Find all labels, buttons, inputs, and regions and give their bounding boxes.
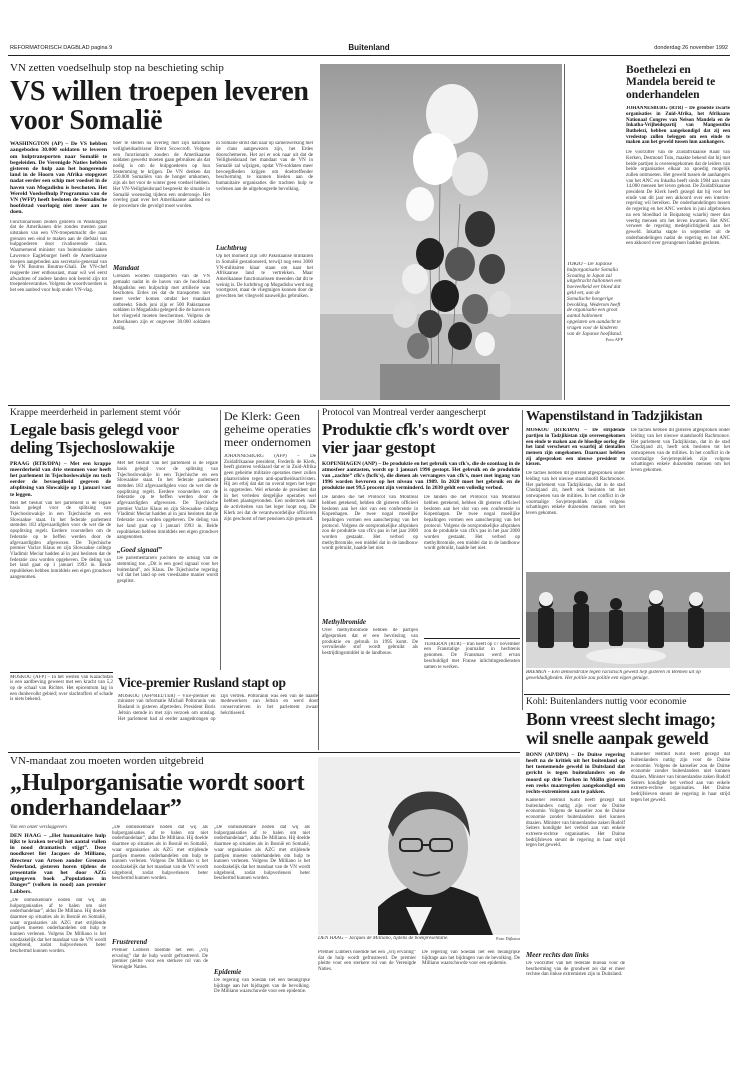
hulp-intro: DEN HAAG – „Het humanitaire hulp lijkt te kraken terwijl het aantal vullen in nood dramatisch stijgt”. Deze noodkreet liet Jacques de Milliano, directeur van Artsen zonder Grenzen Nederland, gisteren horen tijdens de presentatie van het door AZG uitgegeven boek „Populations in Danger” (volken in nood) aan premier Lubbers. xyxy=(10,832,106,895)
wapenstilstand-body-cont: De facties hebben dit gisteren afgesproken onder leiding van het nieuwe staatshoofd Rachmonov. Het parlement van Tadzjikistan, dat in de stad Chodzjand zit, heeft ook besloten tot het ontwapenen van de milities. In het conflict in de voormalige Sovjetrepubliek zijn volgens schattingen enkele duizenden mensen om het leven gekomen. xyxy=(631,428,730,474)
hulp-body-cont: „De onmiskenbare noden dat wij als hulporganisaties af te halen om niet onderhandelaar”, aldus De Milliano. Hij doelde daarmee op situaties als in Bosnië en Somalië, waar organisaties als AZG met strijdende partijen moeten onderhandelen om hulp te kunnen verlenen. Volgens De Milliano is het noodzakelijk dat het mandaat van de VN wordt uitgebreid, zodat hulpverleners beter beschermd kunnen worden. xyxy=(112,825,208,882)
krappe-body-2: De parlementariërs juichten de uitslag van de stemming toe. „Dit is een goed signaal voor het buitenland”, zei Klaus. De Tsjechische regering wil dat het land op een vreedzame manier wordt gesplitst. xyxy=(117,556,218,584)
masthead-paper: REFORMATORISCH DAGBLAD pagina 9 xyxy=(10,45,113,51)
milliano-caption-row xyxy=(318,936,520,942)
hulp-body-3: De regering van Soedan liet een belangrijke bijdrage aan het bijdragen van de bevolking. De Milliano waarschuwde voor een epidemie. xyxy=(214,978,310,995)
protocol-article xyxy=(322,408,520,748)
boethelezi-article xyxy=(626,64,730,400)
brief-rule xyxy=(10,672,113,673)
kohl-subhead: Meer rechts dan links xyxy=(526,950,589,959)
section-rule xyxy=(524,694,730,695)
kohl-headline: Bonn vreest slecht imago; wil snelle aanpak geweld xyxy=(526,709,716,748)
vice-article xyxy=(118,676,318,746)
balloon-caption: TOKIO – De Japanse hulporganisatie Somalia Scouting in Japan zal uitgebracht ballonnen een hoeveelheid eer bloed dat geld eet, aan de Somalische hongerige bevolking. Wederom heeft de organisatie een groot aantal ballonnen opgelaten om aandacht te vragen voor de kinderen van de Japanse hoofdstad. xyxy=(567,262,623,337)
hulp-continuation xyxy=(318,950,520,1060)
masthead xyxy=(8,40,730,56)
krappe-body: Met het besluit van het parlement is de legale basis gelegd voor de splitsing van Tsjechoslowakije in een Tsjechische en een Slowaakse staat. In het federale parlement stemden 183 afgevaardigden voor de wet die de opsplitsing regelt. Eerdere voorstellen om de federatie op te heffen werden door de afgevaardigden afgewezen. De Tsjechische premier Vaclav Klaus en zijn Slowaakse collega Vladimir Meciar hadden al in juni besloten dat de federatie zou worden opgeheven. De deling van het land gaat op 1 januari 1993 in. Beide republieken hebben inmiddels een eigen grondwet aangenomen. xyxy=(10,500,111,580)
bremen-photo-image xyxy=(526,572,730,668)
hulp-subhead-2: Epidemie xyxy=(214,968,242,977)
lead-body-3: Grenzen worden transporten van de VN gemaakt nadat in de haven van de hoofdstad Mogadishu een hulpschip met artillerie was beschoten. Erdes zei dat de transporten niet meer verder komen omdat het mandaat ontbreekt. Sinds juni zijn er 500 Pakistaanse soldaten in Mogadishu gelegerd die de haven en het vliegveld moeten beschermen. Volgens de Amerikanen zijn er ongeveer 30.000 soldaten nodig. xyxy=(113,274,210,331)
protocol-body: De landen die het Protocol van Montreal hebben getekend, hebben dit gisteren officieel besloten aan het slot van een conferentie in Kopenhagen. De twee nogal moeilijke bepalingen vormen een aanscherping van het protocol. Volgens de oorspronkelijke afspraken zou de produktie van cfk's pas in het jaar 2000 worden gestaakt. Het verbod op methylbromide, een middel dat in de landbouw wordt gebruikt, haalde het niet. xyxy=(322,495,418,552)
boethelezi-intro: JOHANNESBURG (RTR) – De grootste zwarte organisaties in Zuid-Afrika, het Afrikaans Nationaal Congres van Nelson Mandela en de Inkatha-Vrijheidspartij van Mangosuthu Buthelezi, hebben aangekondigd dat zij een vredestop zullen beleggen om een einde te maken aan het geweld tussen hun aanhangers. xyxy=(626,106,730,146)
section-rule xyxy=(8,752,520,753)
balloon-credit: Foto AFP xyxy=(605,337,623,343)
hulp-body: „De onmiskenbare noden dat wij als hulporganisaties af te halen om niet onderhandelaar”, aldus De Milliano. Hij doelde daarmee op situaties als in Bosnië en Somalië, waar organisaties als AZG met strijdende partijen moeten onderhandelen om hulp te kunnen verlenen. Volgens De Milliano is het noodzakelijk dat het mandaat van de VN wordt uitgebreid, zodat hulpverleners beter beschermd kunnen worden. xyxy=(10,897,106,955)
bremen-photo xyxy=(526,572,730,668)
kohl-body-2: De voorzitter van het federale bureau voor de bescherming van de grondwet zei dat er meer rechtse dan linkse extremisten zijn in Duitsland. xyxy=(526,960,625,978)
balloon-caption-block xyxy=(567,262,623,400)
lead-body-5: Op het moment zijn 500 Pakistaanse militairen in Somalië gestationeerd, terwijl nog eens 3000 VN-militairen klaar staan om naar het Afrikaanse land te vertrekken. Maar Amerikaanse functionarissen meenden dat dit te weinig is. De luchtbrug op Mogadishu werd nog voortgezet, maar de vliegtuigen kunnen door de gevechten het vliegveld nauwelijks gebruiken. xyxy=(216,254,313,300)
vice-body: MOSKOU (AFP/REUTER) – Vice-premier en minister van informatie Michail Poltoranin van Rusland is gisteren afgetreden. President Boris Jeltsin stemde in met zijn verzoek om ontslag. Het parlement had al eerder aangedrongen op zijn vertrek. Poltoranin was een van de naaste medewerkers van Jeltsin en werd door conservatieven in het parlement zwaar bekritiseerd. xyxy=(118,693,318,722)
hulp-byline: Van een onzer verslaggevers xyxy=(10,825,68,831)
kohl-article xyxy=(526,697,730,1062)
lead-subhead-mandaat: Mandaat xyxy=(113,264,140,273)
lead-body-4: in Somalië strikt dan naar op samenwerking met de clans aangewezen zijn, het Erdes doorschemeren. Het zei er ook naar uit dat de Veiligheidsraad het mandaat van de VN in Somalië zal wijzigen, opdat VN-soldaten meer bevoegdheden krijgen om doeltreffender bescherming te kunnen bieden aan de humanitaire organisaties die trachten hulp te verlenen aan de uitgehongerde bevolking. xyxy=(216,141,313,192)
boethelezi-body: De voorzitter van de Zuidafrikaanse Raad van Kerken, Desmond Tutu, maakte bekend dat hij met beide partijen is overeengekomen dat de leiders van beide organisaties elkaar zo spoedig mogelijk zullen ontmoeten. Het geweld tussen de aanhangers van het ANC en Inkatha heeft sinds 1984 aan ruim 14.000 mensen het leven gekost. De Zuidafrikaanse president De Klerk heeft gezegd dat hij voor het einde van dit jaar een akkoord over een interim-regering wil bereiken. De onderhandelingen tussen de regering en het ANC werden in juni afgebroken na een bloedbad in Boipatong waarbij meer dan veertig mensen om het leven kwamen. Het ANC verweet de regering medeplichtigheid aan het geweld. Inkatha stapte in september uit de onderhandelingen nadat de regering en het ANC een akkoord over gevangenen hadden gesloten. xyxy=(626,150,730,247)
lead-intro: WASHINGTON (AP) – De VS hebben aangeboden 30.000 soldaten te leveren om hulptransporten naar Somalië te begeleiden. De Verenigde Naties hebben gisteren de hulp aan het hongerende land in de Hoorn van Afrika stopgezet nadat eerder een schip met voedsel in de haven van Mogadishu is beschoten. Het Wereld Voedselhulp Programma van de VN (WFP) heeft besloten de Somalische hoofdstad voorlopig niet meer aan te doen. xyxy=(10,141,107,216)
column-divider xyxy=(564,64,565,400)
krappe-headline: Legale basis gelegd voor deling Tsjechoslowakije xyxy=(10,420,179,457)
hulp-body-cont-3: Premier Lubbers noemde het een „vrij ervaring” dat de hulp wordt gefrustreerd. De premier pleitte voor een sterkere rol van de Verenigde Naties. xyxy=(318,950,416,973)
krappe-subhead: „Goed signaal” xyxy=(117,546,162,555)
deklerk-article xyxy=(224,410,316,672)
milliano-photo-image xyxy=(318,757,520,935)
krappe-body-cont: Met het besluit van het parlement is de legale basis gelegd voor de splitsing van Tsjechoslowakije in een Tsjechische en een Slowaakse staat. In het federale parlement stemden 183 afgevaardigden voor de wet die de opsplitsing regelt. Eerdere voorstellen om de federatie op te heffen werden door de afgevaardigden afgewezen. De Tsjechische premier Vaclav Klaus en zijn Slowaakse collega Vladimir Meciar hadden al in juni besloten dat de federatie zou worden opgeheven. De deling van het land gaat op 1 januari 1993 in. Beide republieken hebben inmiddels een eigen grondwet aangenomen. xyxy=(117,461,218,541)
wapenstilstand-body: De facties hebben dit gisteren afgesproken onder leiding van het nieuwe staatshoofd Rachmonov. Het parlement van Tadzjikistan, dat in de stad Chodzjand zit, heeft ook besloten tot het ontwapenen van de milities. In het conflict in de voormalige Sovjetrepubliek zijn volgens schattingen enkele duizenden mensen om het leven gekomen. xyxy=(526,471,625,517)
teheran-brief: TEHERAN (RTR) – Iran heeft op 17 november een Franstalige journalist in hechtenis genomen. De Fransman werd ervan beschuldigd met Franse inlichtingendiensten samen te werken. xyxy=(424,641,520,670)
protocol-body-cont: De landen die het Protocol van Montreal hebben getekend, hebben dit gisteren officieel besloten aan het slot van een conferentie in Kopenhagen. De twee nogal moeilijke bepalingen vormen een aanscherping van het protocol. Volgens de oorspronkelijke afspraken zou de produktie van cfk's pas in het jaar 2000 worden gestaakt. Het verbod op methylbromide, een middel dat in de landbouw wordt gebruikt, haalde het niet. xyxy=(424,495,520,552)
balloon-photo-image xyxy=(320,64,562,400)
boethelezi-headline: Boethelezi en Mandela bereid te onderhandelen xyxy=(626,64,716,101)
hulp-headline: „Hulporganisatie wordt soort onderhandelaar” xyxy=(10,770,305,821)
wapenstilstand-article xyxy=(526,410,730,570)
protocol-intro: KOPENHAGEN (ANP) – De produktie en het gebruik van cfk's, die de ozonlaag in de atmosfeer aantasten, wordt op 1 januari 1996 gestopt. Het gebruik en de produktie van „zachte” cfk's (hcfk's), die dienen als vervangers van cfk's, moet met ingang van 1996 worden bevroren op het niveau van 1989. In 2020 moet het gebruik en de produktie met 99,5 procent zijn verminderd. In 2030 geldt een volledig verbod. xyxy=(322,461,520,492)
lead-body-2: hoer te stellen na overleg met zijn nationale veiligheidsadviseur Brent Scowcroft. Volgens een functionaris zouden de Amerikaanse soldaten gewerkt moeten gaan gebruiken als dat nodig is om de hulpgoederen op hun bestemming te krijgen. De VN denken dat 250.000 Somaliërs van de honger omkomen, zijn als het voor de winter geen voedsel hebben. Het VN-Veiligheidsraad bespreekt de situatie in Somalië woensdag tijdens een onderonsje. Het overleg gaat over het Amerikaanse aanbod en de procedure die gevolgd moet worden. xyxy=(113,141,210,209)
protocol-kicker: Protocol van Montreal verder aangescherpt xyxy=(322,408,487,418)
bremen-caption: BREMEN – Een demonstratie tegen racistisch geweld liep gisteren in Bremen uit op geweldadigheden. Het politie zou politie een eigen getuige. xyxy=(526,670,701,681)
brief-rule xyxy=(424,638,520,639)
protocol-subhead: Methylbromide xyxy=(322,618,366,627)
column-divider xyxy=(318,410,319,750)
hulp-article xyxy=(10,755,310,1060)
kohl-body-cont: Kanselier Helmut Kohl heeft gezegd dat buitenlanders nuttig zijn voor de Duitse economie. Volgens de kanselier zou de Duitse economie zonder buitenlanders niet kunnen draaien. Minister van binnenlandse zaken Rudolf Seiters kondigde het verbod aan van enkele extreem-rechtse organisaties. Het Duitse bedrijfsleven steunt de regering in haar strijd tegen het geweld. xyxy=(631,752,730,803)
wapenstilstand-intro: MOSKOU (RTR/DPA) – De strijdende partijen in Tadzjikistan zijn overeengekomen een einde te maken aan de bloedige oorlog die het land verscheurt en waarbij al tientallen mensen zijn omgekomen. Daarnaast hebben zij afgesproken een nieuwe president te kiezen. xyxy=(526,428,625,468)
krappe-intro: PRAAG (RTR/DPA) – Met een krappe meerderheid van drie stemmen voor heeft het parlement in Tsjechoslowakije nu toch eerder de bevoegdheid gegeven de afsplitsing van Slowakije op 1 januari vast te leggen. xyxy=(10,461,111,498)
wapenstilstand-headline: Wapenstilstand in Tadzjikistan xyxy=(526,410,703,424)
lead-subhead-luchtbrug: Luchtbrug xyxy=(216,244,247,253)
hulp-body-cont-2: „De onmiskenbare noden dat wij als hulporganisaties af te halen om niet onderhandelaar”, aldus De Milliano. Hij doelde daarmee op situaties als in Bosnië en Somalië, waar organisaties als AZG met strijdende partijen moeten onderhandelen om hulp te kunnen verlenen. Volgens De Milliano is het noodzakelijk dat het mandaat van de VN wordt uitgebreid, zodat hulpverleners beter beschermd kunnen worden. xyxy=(214,825,310,882)
section-rule xyxy=(8,405,730,406)
krappe-kicker: Krappe meerderheid in parlement stemt vóór xyxy=(10,408,181,418)
hulp-body-2: Premier Lubbers noemde het een „vrij ervaring” dat de hulp wordt gefrustreerd. De premier pleitte voor een sterkere rol van de Verenigde Naties. xyxy=(112,948,208,971)
kohl-intro: BONN (AP/DPA) – De Duitse regering heeft na de kritiek uit het buitenland op het toenemende geweld in Duitsland dat gericht is tegen buitenlanders en de moord op drie Turken in Mölln gisteren een reeks maatregelen aangekondigd om rechts-extremisten aan te pakken. xyxy=(526,752,625,795)
kohl-kicker: Kohl: Buitenlanders nuttig voor economie xyxy=(526,697,687,707)
krappe-article xyxy=(10,408,218,670)
protocol-headline: Produktie cfk's wordt over vier jaar gestopt xyxy=(322,420,509,457)
lead-article xyxy=(10,62,315,402)
balloon-photo xyxy=(320,64,562,400)
milliano-caption-block xyxy=(318,936,520,948)
hulp-subhead-1: Frustrerend xyxy=(112,938,148,947)
milliano-photo xyxy=(318,757,520,935)
masthead-date: donderdag 26 november 1992 xyxy=(654,45,728,51)
kohl-body: Kanselier Helmut Kohl heeft gezegd dat buitenlanders nuttig zijn voor de Duitse economie. Volgens de kanselier zou de Duitse economie zonder buitenlanders niet kunnen draaien. Minister van binnenlandse zaken Rudolf Seiters kondigde het verbod aan van enkele extreem-rechtse organisaties. Het Duitse bedrijfsleven steunt de regering in haar strijd tegen het geweld. xyxy=(526,797,625,849)
column-divider xyxy=(522,410,523,710)
bremen-caption-block xyxy=(526,670,730,690)
lead-kicker: VN zetten voedselhulp stop na beschieting schip xyxy=(10,62,224,74)
kazachstan-brief-text: MOSKOU (AFP) – In het westen van Kazachstan is een aardbeving geweest met een kracht van 5,2 op de schaal van Richter. Het epicentrum lag in een dunbevolkt gebied; over slachtoffers of schade is niets bekend. xyxy=(10,674,113,703)
column-divider xyxy=(220,410,221,670)
milliano-caption: DEN HAAG – Jacques de Milliano, tijdens de boekpresentatie. xyxy=(318,936,449,941)
lead-headline: VS willen troepen leveren voor Somalië xyxy=(10,76,309,136)
hulp-kicker: VN-mandaat zou moeten worden uitgebreid xyxy=(10,755,204,767)
milliano-credit: Foto Dijkstra xyxy=(496,936,520,941)
vice-headline: Vice-premier Rusland stapt op xyxy=(118,676,286,690)
protocol-body-2: Over methylbromide hebben de partijen afgesproken dat er een bevriezing van produktie en gebruik in 1995 komt. De vervuilende stof wordt gebruikt als bestrijdingsmiddel in de landbouw. xyxy=(322,628,418,656)
masthead-section: Buitenland xyxy=(348,43,390,52)
deklerk-body: JOHANNESBURG (AFP) – De Zuidafrikaanse president, Frederik de Klerk, heeft gisteren verklaard dat er in Zuid-Afrika geen geheime militaire operaties meer zullen plaatsvinden tegen anti-apartheidsactivisten. Hij zei erbij dat dat nu overal tegen het leger is opgetreden. Wel erkende de president dat in het verleden dergelijke operaties wel hebben plaatsgevonden. Een onderzoek naar de activiteiten van het leger loopt nog. De Klerk zei dat de verantwoordelijke officieren zijn geschorst of met pensioen zijn gestuurd. xyxy=(224,453,316,522)
lead-body-1: Functionarissen zeiden gisteren in Washington dat de Amerikanen drie zondes menten paar uitstaken van een VN-troepenmacht die naar grenzen een eind te maken aan de diefstal van hulpgoederen door rivaliserende clans. Waarnemend minister van buitenlandse zaken Lawrence Eagleburger heeft de Amerikaanse troepen aangeboden aan secretaris-generaal van de VN Boutros Boutros-Ghali. De VN-chef reageerde zeer enthousiast, maar wil wel eerst afwachten of andere landen ook bereid zijn tot troepenleveranties. Volgens de woordvoerders is het een aanbod voor hulp onder VN-vlag. xyxy=(10,219,107,294)
hulp-body-cont-4: De regering van Soedan liet een belangrijke bijdrage aan het bijdragen van de bevolking. De Milliano waarschuwde voor een epidemie. xyxy=(422,950,520,967)
deklerk-headline: De Klerk: Geen geheime operaties meer ondernomen xyxy=(224,410,311,449)
